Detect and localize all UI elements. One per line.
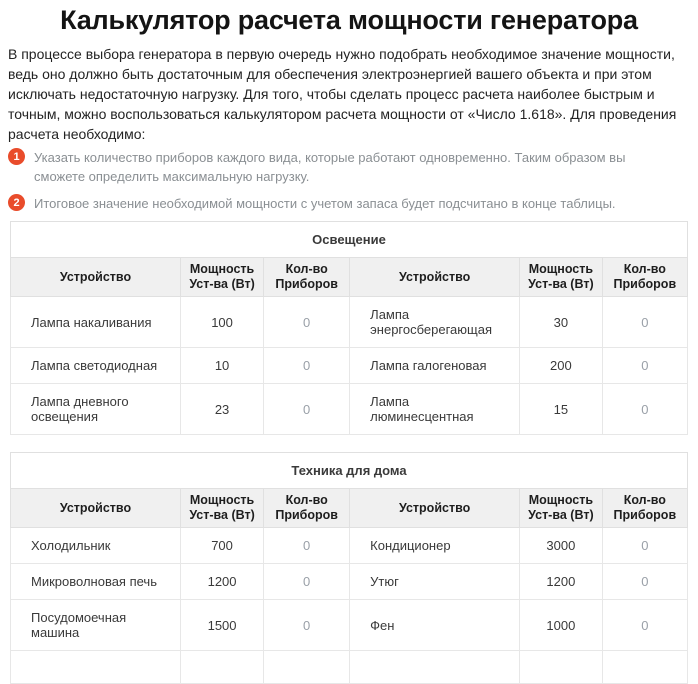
device-name: Микроволновая печь (11, 564, 181, 600)
device-power: 3000 (520, 528, 603, 564)
device-power: 700 (180, 528, 263, 564)
table-header-row (11, 258, 688, 297)
col-header-device: Устройство (350, 258, 520, 297)
col-header-power: Мощность Уст-ва (Вт) (180, 258, 263, 297)
count-input[interactable] (266, 609, 347, 642)
device-power: 1200 (520, 564, 603, 600)
table-title: Техника для дома (11, 453, 688, 489)
table-row (11, 297, 688, 348)
table-row (11, 348, 688, 384)
table-row (11, 564, 688, 600)
device-name: Холодильник (11, 528, 181, 564)
device-power: 100 (180, 297, 263, 348)
table-row (11, 528, 688, 564)
col-header-device: Устройство (11, 258, 181, 297)
col-header-power: Мощность Уст-ва (Вт) (520, 258, 603, 297)
device-power: 1200 (180, 564, 263, 600)
count-input[interactable] (266, 393, 347, 426)
table-lighting (10, 221, 688, 435)
device-power: 30 (520, 297, 603, 348)
table-home-appliances (10, 452, 688, 684)
table-title-row (11, 222, 688, 258)
device-name: Лампа светодиодная (11, 348, 181, 384)
col-header-device: Устройство (11, 489, 181, 528)
count-input[interactable] (605, 609, 685, 642)
table-title-row (11, 453, 688, 489)
count-input[interactable] (266, 349, 347, 382)
col-header-count: Кол-во Приборов (264, 489, 350, 528)
count-input[interactable] (266, 565, 347, 598)
device-power: 1500 (180, 600, 263, 651)
device-power (180, 651, 263, 684)
device-power: 10 (180, 348, 263, 384)
count-input[interactable] (266, 306, 347, 339)
table-row (11, 600, 688, 651)
device-name (350, 651, 520, 684)
intro-paragraph: В процессе выбора генератора в первую очередь нужно подобрать необходимое значение мощности, ведь оно должно быть достаточным для обеспечения электроэнергией вашего объекта и при этом исключать недостаточную нагрузку. Для того, чтобы сделать процесс расчета наиболее быстрым и точным, можно воспользоваться калькулятором расчета мощности от «Число 1.618». Для проведения расчета необходимо: (8, 46, 677, 142)
device-name (11, 651, 181, 684)
note-item-1 (8, 148, 688, 186)
note-text: Итоговое значение необходимой мощности с учетом запаса будет подсчитано в конце таблицы. (34, 196, 616, 211)
device-power: 23 (180, 384, 263, 435)
col-header-device: Устройство (350, 489, 520, 528)
device-name: Лампа люминесцентная (350, 384, 520, 435)
count-input[interactable] (605, 565, 685, 598)
count-input[interactable] (605, 529, 685, 562)
col-header-count: Кол-во Приборов (602, 258, 687, 297)
note-number-badge: 1 (8, 148, 25, 165)
device-name: Утюг (350, 564, 520, 600)
count-input[interactable] (605, 349, 685, 382)
col-header-count: Кол-во Приборов (264, 258, 350, 297)
device-power: 1000 (520, 600, 603, 651)
device-count (602, 651, 687, 684)
device-name: Лампа галогеновая (350, 348, 520, 384)
note-number-badge: 2 (8, 194, 25, 211)
device-name: Фен (350, 600, 520, 651)
note-item-2 (8, 194, 688, 213)
device-name: Лампа дневного освещения (11, 384, 181, 435)
device-power: 15 (520, 384, 603, 435)
note-text: Указать количество приборов каждого вида, которые работают одновременно. Таким образом вы сможете определить максимальную нагрузку. (34, 150, 626, 184)
table-title: Освещение (11, 222, 688, 258)
count-input[interactable] (605, 393, 685, 426)
device-count (264, 651, 350, 684)
col-header-count: Кол-во Приборов (602, 489, 687, 528)
device-name: Лампа энергосберегающая (350, 297, 520, 348)
col-header-power: Мощность Уст-ва (Вт) (180, 489, 263, 528)
col-header-power: Мощность Уст-ва (Вт) (520, 489, 603, 528)
notes-list (8, 148, 688, 213)
device-name: Посудомоечная машина (11, 600, 181, 651)
table-row-partial (11, 651, 688, 684)
device-power: 200 (520, 348, 603, 384)
table-row (11, 384, 688, 435)
device-power (520, 651, 603, 684)
page-title: Калькулятор расчета мощности генератора (60, 5, 638, 35)
count-input[interactable] (605, 306, 685, 339)
device-name: Лампа накаливания (11, 297, 181, 348)
device-name: Кондиционер (350, 528, 520, 564)
count-input[interactable] (266, 529, 347, 562)
table-header-row (11, 489, 688, 528)
